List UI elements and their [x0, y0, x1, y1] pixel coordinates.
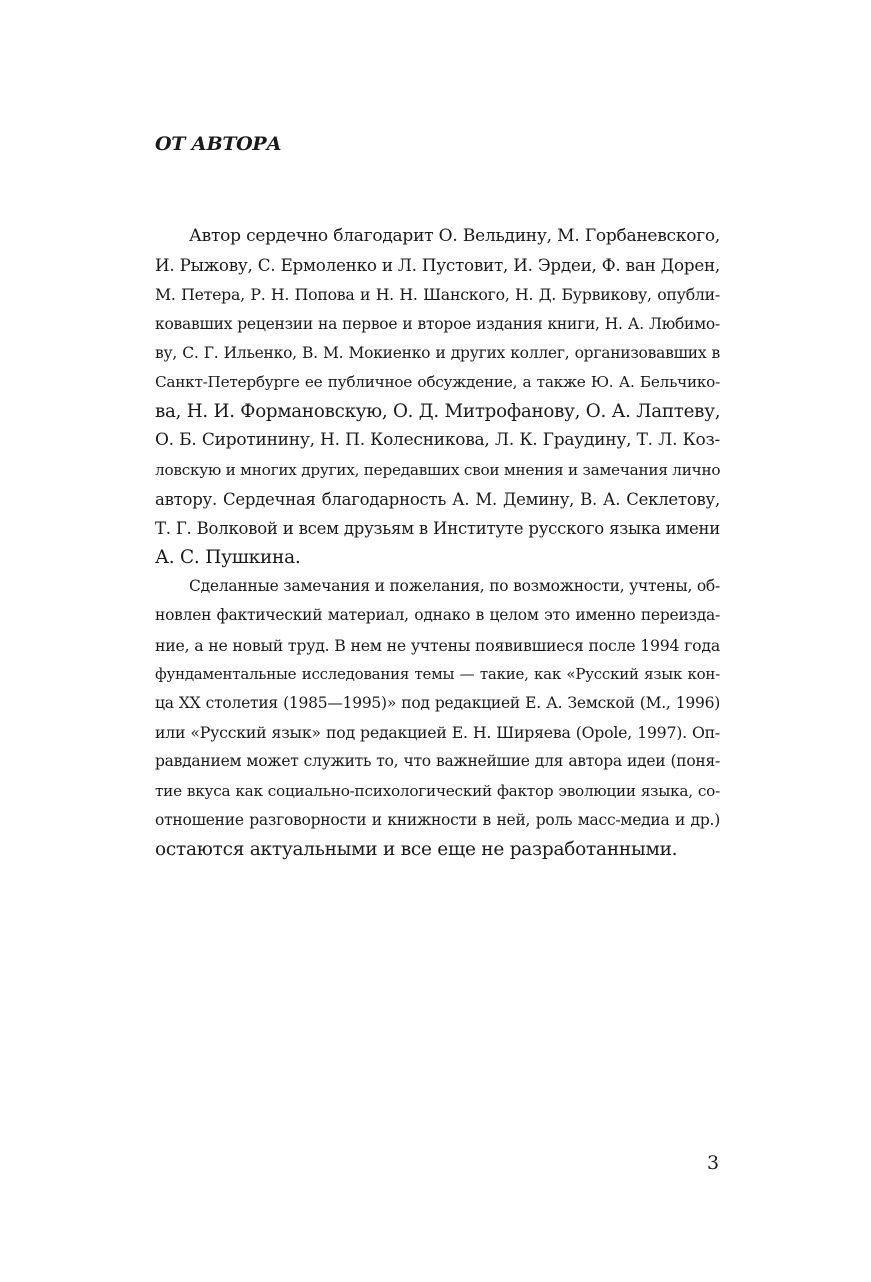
paragraph-acknowledgements [155, 222, 720, 572]
body-text [155, 222, 720, 864]
text-line: ва, Н. И. Формановскую, О. Д. Митрофанову, О. А. Лаптеву, [155, 401, 721, 423]
text-line: новлен фактический материал, однако в целом это именно переизда- [155, 606, 720, 625]
text-line: тие вкуса как социально-психологический фактор эволюции языка, со- [155, 781, 720, 800]
text-line: ву, С. Г. Ильенко, В. М. Мокиенко и других коллег, организовавших в [155, 343, 720, 362]
text-line: М. Петера, Р. Н. Попова и Н. Н. Шанского, Н. Д. Бурвикову, опубли- [155, 285, 720, 305]
text-line: автору. Сердечная благодарность А. М. Демину, В. А. Секлетову, [155, 489, 720, 509]
text-line: ковавших рецензии на первое и второе издания книги, Н. А. Любимо- [155, 314, 720, 333]
paragraph-revisions [155, 572, 720, 864]
text-line: И. Рыжову, С. Ермоленко и Л. Пустовит, И. Эрдеи, Ф. ван Дорен, [155, 255, 720, 276]
text-line: ца XX столетия (1985—1995)» под редакцией Е. А. Земской (М., 1996) [155, 694, 720, 712]
text-line: ние, а не новый труд. В нем не учтены появившиеся после 1994 года [155, 635, 720, 655]
text-line: Санкт-Петербурге ее публичное обсуждение, а также Ю. А. Бельчико- [155, 372, 720, 391]
text-line: отношение разговорности и книжности в ней, роль масс-медиа и др.) [155, 810, 720, 829]
text-line: О. Б. Сиротинину, Н. П. Колесникова, Л. К. Граудину, Т. Л. Коз- [155, 430, 720, 451]
text-line: Автор сердечно благодарит О. Вельдину, М. Горбаневского, [189, 226, 720, 246]
text-line: Т. Г. Волковой и всем друзьям в Институте русского языка имени [155, 518, 720, 538]
text-line: равданием может служить то, что важнейшие для автора идеи (поня- [155, 752, 720, 771]
page-number: 3 [707, 1152, 720, 1174]
text-line: А. С. Пушкина. [155, 547, 301, 569]
section-heading: ОТ АВТОРА [155, 133, 282, 155]
text-line: остаются актуальными и все еще не разработанными. [155, 838, 678, 860]
text-line: Сделанные замечания и пожелания, по возможности, учтены, об- [189, 577, 720, 596]
text-line: ловскую и многих других, передавших свои мнения и замечания лично [155, 460, 721, 479]
text-line: или «Русский язык» под редакцией Е. Н. Ширяева (Opole, 1997). Оп- [155, 723, 720, 743]
text-line: фундаментальные исследования темы — такие, как «Русский язык кон- [155, 664, 720, 683]
